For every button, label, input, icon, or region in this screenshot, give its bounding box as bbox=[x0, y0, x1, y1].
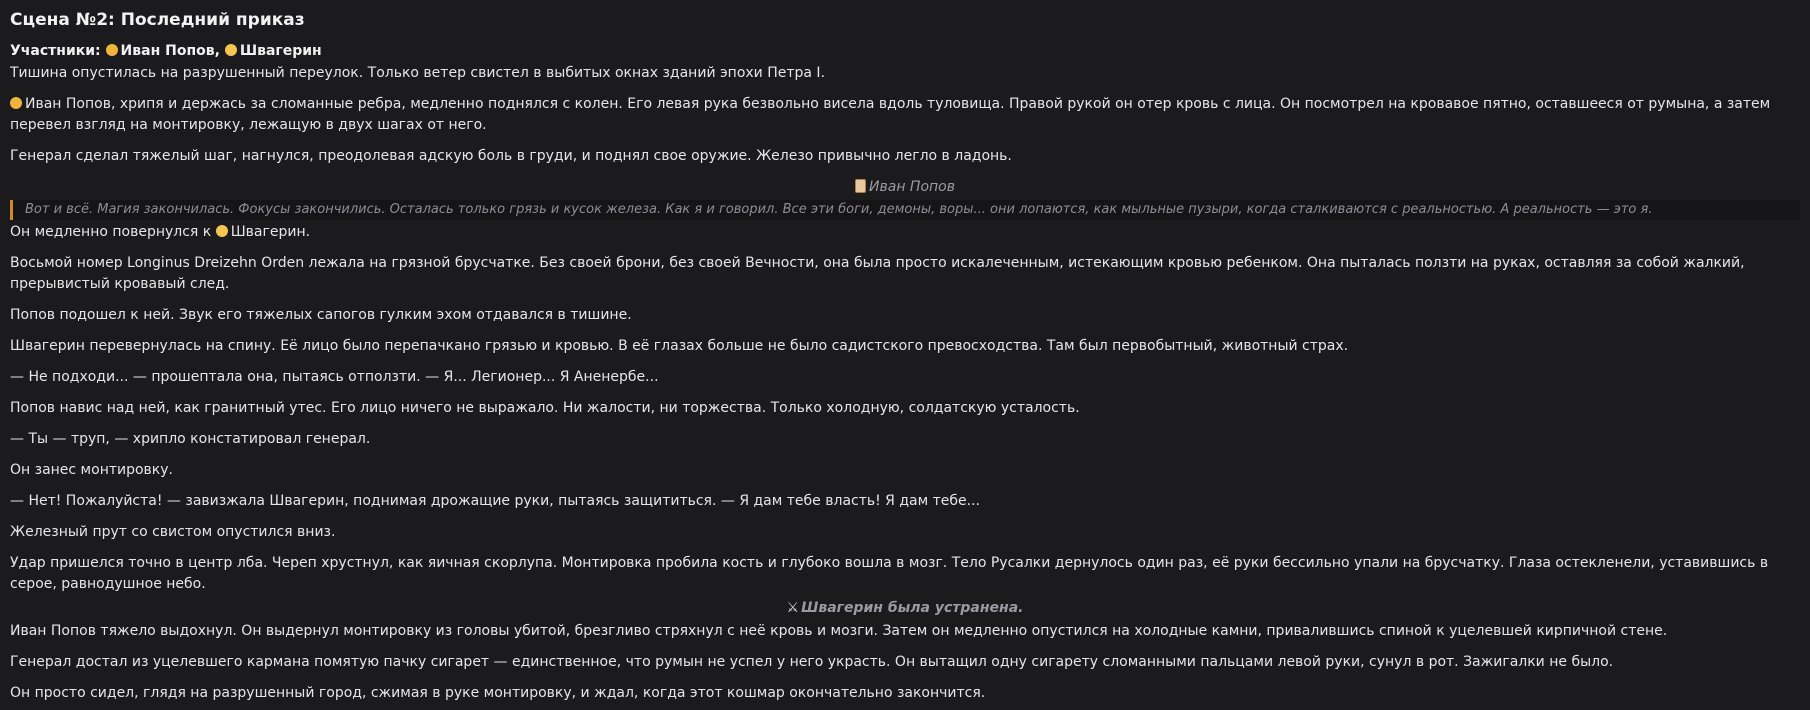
character-avatar-icon bbox=[10, 97, 22, 109]
story-paragraph-text: Иван Попов, хрипя и держась за сломанные ребра, медленно поднялся с колен. Его левая рука безвольно висела вдоль туловища. Правой рукой он отер кровь с лица. Он посмотрел на кровавое пятно, оставшееся от румына, а затем перевел взгляд на монтировку, лежащую в двух шагах от него. bbox=[10, 96, 1771, 133]
crossed-swords-icon: ⚔ bbox=[786, 600, 800, 616]
character-avatar-icon bbox=[106, 44, 118, 56]
story-paragraph: Восьмой номер Longinus Dreizehn Orden лежала на грязной брусчатке. Без своей брони, без своей Вечности, она была просто искалеченным, истекающим кровью ребенком. Она пыталась ползти на руках, оставляя за собой жалкий, прерывистый кровавый след. bbox=[10, 255, 1745, 292]
participant-name: Иван Попов bbox=[120, 43, 215, 59]
story-paragraph: — Нет! Пожалуйста! — завизжала Швагерин, поднимая дрожащие руки, пытаясь защититься. — Я дам тебе власть! Я дам тебе... bbox=[10, 493, 980, 509]
participants-line: Участники: Иван Попов, Швагерин bbox=[10, 43, 322, 59]
story-paragraph: Он занес монтировку. bbox=[10, 462, 173, 478]
speaker-name: Иван Попов bbox=[869, 179, 955, 195]
participant-name: Швагерин bbox=[239, 43, 322, 59]
story-paragraph: Швагерин перевернулась на спину. Её лицо было перепачкано грязью и кровью. В её глазах больше не было садистского превосходства. Там был первобытный, животный страх. bbox=[10, 338, 1349, 354]
story-paragraph: — Ты — труп, — хрипло констатировал генерал. bbox=[10, 431, 371, 447]
dialogue-speaker bbox=[10, 177, 1800, 198]
character-name: Швагерин. bbox=[230, 224, 311, 240]
story-paragraph: Железный прут со свистом опустился вниз. bbox=[10, 524, 336, 540]
story-paragraph: — Не подходи... — прошептала она, пытаясь отползти. — Я... Легионер... Я Аненербе... bbox=[10, 369, 659, 385]
event-notice bbox=[10, 598, 1800, 619]
story-paragraph bbox=[10, 94, 1800, 136]
story-paragraph: Иван Попов тяжело выдохнул. Он выдернул монтировку из головы убитой, брезгливо стряхнул с неё кровь и мозги. Затем он медленно опустился на холодные камни, привалившись спиной к уцелевшей кирпичной стене. bbox=[10, 623, 1668, 639]
scene-title: Сцена №2: Последний приказ bbox=[10, 10, 305, 30]
participants-label: Участники: bbox=[10, 43, 101, 59]
story-paragraph: Удар пришелся точно в центр лба. Череп хрустнул, как яичная скорлупа. Монтировка пробила кость и глубоко вошла в мозг. Тело Русалки дернулось один раз, её руки бессильно упали на брусчатку. Глаза остекленели, уставившись в серое, равнодушное небо. bbox=[10, 555, 1769, 592]
story-paragraph: Генерал сделал тяжелый шаг, нагнулся, преодолевая адскую боль в груди, и поднял свое оружие. Железо привычно легло в ладонь. bbox=[10, 148, 1012, 164]
scroll-icon bbox=[855, 179, 866, 193]
story-paragraph: Он просто сидел, глядя на разрушенный город, сжимая в руке монтировку, и ждал, когда этот кошмар окончательно закончится. bbox=[10, 685, 986, 701]
character-avatar-icon bbox=[225, 44, 237, 56]
story-paragraph: Тишина опустилась на разрушенный переулок. Только ветер свистел в выбитых окнах зданий эпохи Петра I. bbox=[10, 65, 826, 81]
character-avatar-icon bbox=[216, 225, 228, 237]
story-paragraph bbox=[10, 222, 1800, 243]
dialogue-quote: Вот и всё. Магия закончилась. Фокусы закончились. Осталась только грязь и кусок железа. Как я и говорил. Все эти боги, демоны, воры... они лопаются, как мыльные пузыри, когда сталкиваются с реальностью. А реальность — это я. bbox=[10, 200, 1800, 220]
story-paragraph: Попов навис над ней, как гранитный утес. Его лицо ничего не выражало. Ни жалости, ни торжества. Только холодную, солдатскую усталость. bbox=[10, 400, 1080, 416]
story-paragraph-text: Он медленно повернулся к bbox=[10, 224, 212, 240]
story-paragraph: Попов подошел к ней. Звук его тяжелых сапогов гулким эхом отдавался в тишине. bbox=[10, 307, 632, 323]
story-paragraph: Генерал достал из уцелевшего кармана помятую пачку сигарет — единственное, что румын не успел у него украсть. Он вытащил одну сигарету сломанными пальцами левой руки, сунул в рот. Зажигалки не было. bbox=[10, 654, 1614, 670]
event-text: Швагерин была устранена. bbox=[801, 600, 1024, 616]
